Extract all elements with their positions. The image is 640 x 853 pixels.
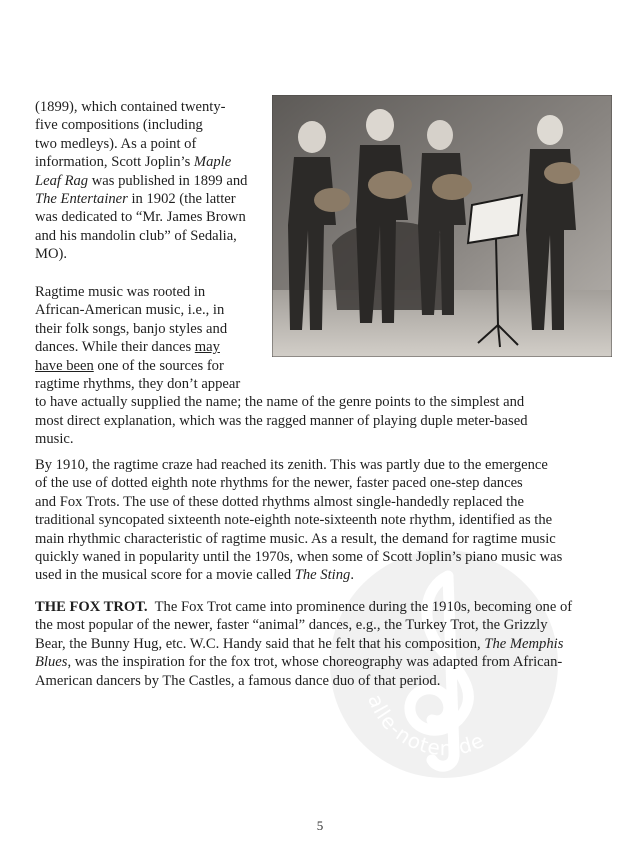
text-line: and Fox Trots. The use of these dotted rhythms almost single-handedly replaced the [35, 493, 524, 510]
text-line: was dedicated to “Mr. James Brown [35, 209, 246, 226]
section-heading: THE FOX TROT. [35, 599, 148, 615]
text-line [35, 153, 265, 171]
text-line [35, 566, 610, 584]
text-segment: used in the musical score for a movie called [35, 567, 295, 584]
page-number: 5 [316, 818, 324, 833]
text-line [35, 172, 265, 190]
text-line: traditional syncopated sixteenth note-eighth note-sixteenth note rhythm, identified as the [35, 512, 553, 529]
text-segment: dances. While their dances [35, 339, 195, 356]
text-line: By 1910, the ragtime craze had reached its zenith. This was partly due to the emergence [35, 457, 548, 473]
text-line: most direct explanation, which was the ragged manner of playing duple meter-based [35, 412, 528, 429]
text-line: ragtime rhythms, they don’t appear [35, 375, 241, 392]
song-title: Leaf Rag [35, 172, 89, 189]
text-segment: . [350, 567, 354, 584]
text-line: their folk songs, banjo styles and [35, 320, 228, 337]
text-line: quickly waned in popularity until the 1970s, when some of Scott Joplin’s piano music was [35, 548, 563, 565]
text-segment: The Fox Trot came into prominence during the 1910s, becoming one of [147, 599, 573, 615]
underlined-text: may [194, 339, 220, 356]
text-segment: one of the sources for [93, 357, 224, 374]
text-line: and his mandolin club” of Sedalia, [35, 227, 237, 244]
song-title: The Entertainer [35, 190, 128, 207]
text-line: to have actually supplied the name; the name of the genre points to the simplest and [35, 394, 525, 411]
text-line: of the use of dotted eighth note rhythms for the newer, faster paced one-step dances [35, 475, 523, 492]
text-segment: in 1902 (the latter [127, 190, 236, 207]
song-title: Maple [193, 154, 232, 171]
text-line: the most popular of the newer, faster “animal” dances, e.g., the Turkey Trot, the Grizzly [35, 617, 548, 634]
text-line: Ragtime music was rooted in [35, 284, 206, 300]
text-line [35, 653, 610, 671]
text-segment: , was the inspiration for the fox trot, whose choreography was adapted from African- [67, 654, 563, 671]
text-segment: Bear, the Bunny Hug, etc. W.C. Handy said that he felt that his composition, [35, 635, 485, 652]
song-title: Blues [35, 654, 68, 671]
text-line [35, 635, 610, 653]
text-line: (1899), which contained twenty- [35, 99, 226, 115]
text-line [35, 357, 610, 375]
text-line: African-American music, i.e., in [35, 302, 225, 319]
song-title: The Memphis [484, 635, 564, 652]
text-line: main rhythmic characteristic of ragtime music. As a result, the demand for ragtime music [35, 530, 556, 547]
paragraph-ragtime-roots [35, 283, 610, 449]
text-segment: information, Scott Joplin’s [35, 154, 194, 171]
text-line [35, 338, 610, 356]
text-line: two medleys). As a point of [35, 135, 197, 152]
text-segment: was published in 1899 and [88, 172, 248, 189]
text-line: MO). [35, 246, 68, 263]
text-line [35, 190, 265, 208]
paragraph-fox-trot [35, 598, 610, 690]
text-line: five compositions (including [35, 117, 203, 134]
paragraph-ragtime-zenith [35, 456, 610, 585]
underlined-text: have been [35, 357, 94, 374]
text-line: American dancers by The Castles, a famous dance duo of that period. [35, 672, 441, 689]
paragraph-intro [35, 98, 265, 264]
movie-title: The Sting [294, 567, 351, 584]
text-line: music. [35, 431, 74, 448]
watermark-text: alle-noten.de [363, 690, 489, 761]
text-line [35, 598, 610, 616]
